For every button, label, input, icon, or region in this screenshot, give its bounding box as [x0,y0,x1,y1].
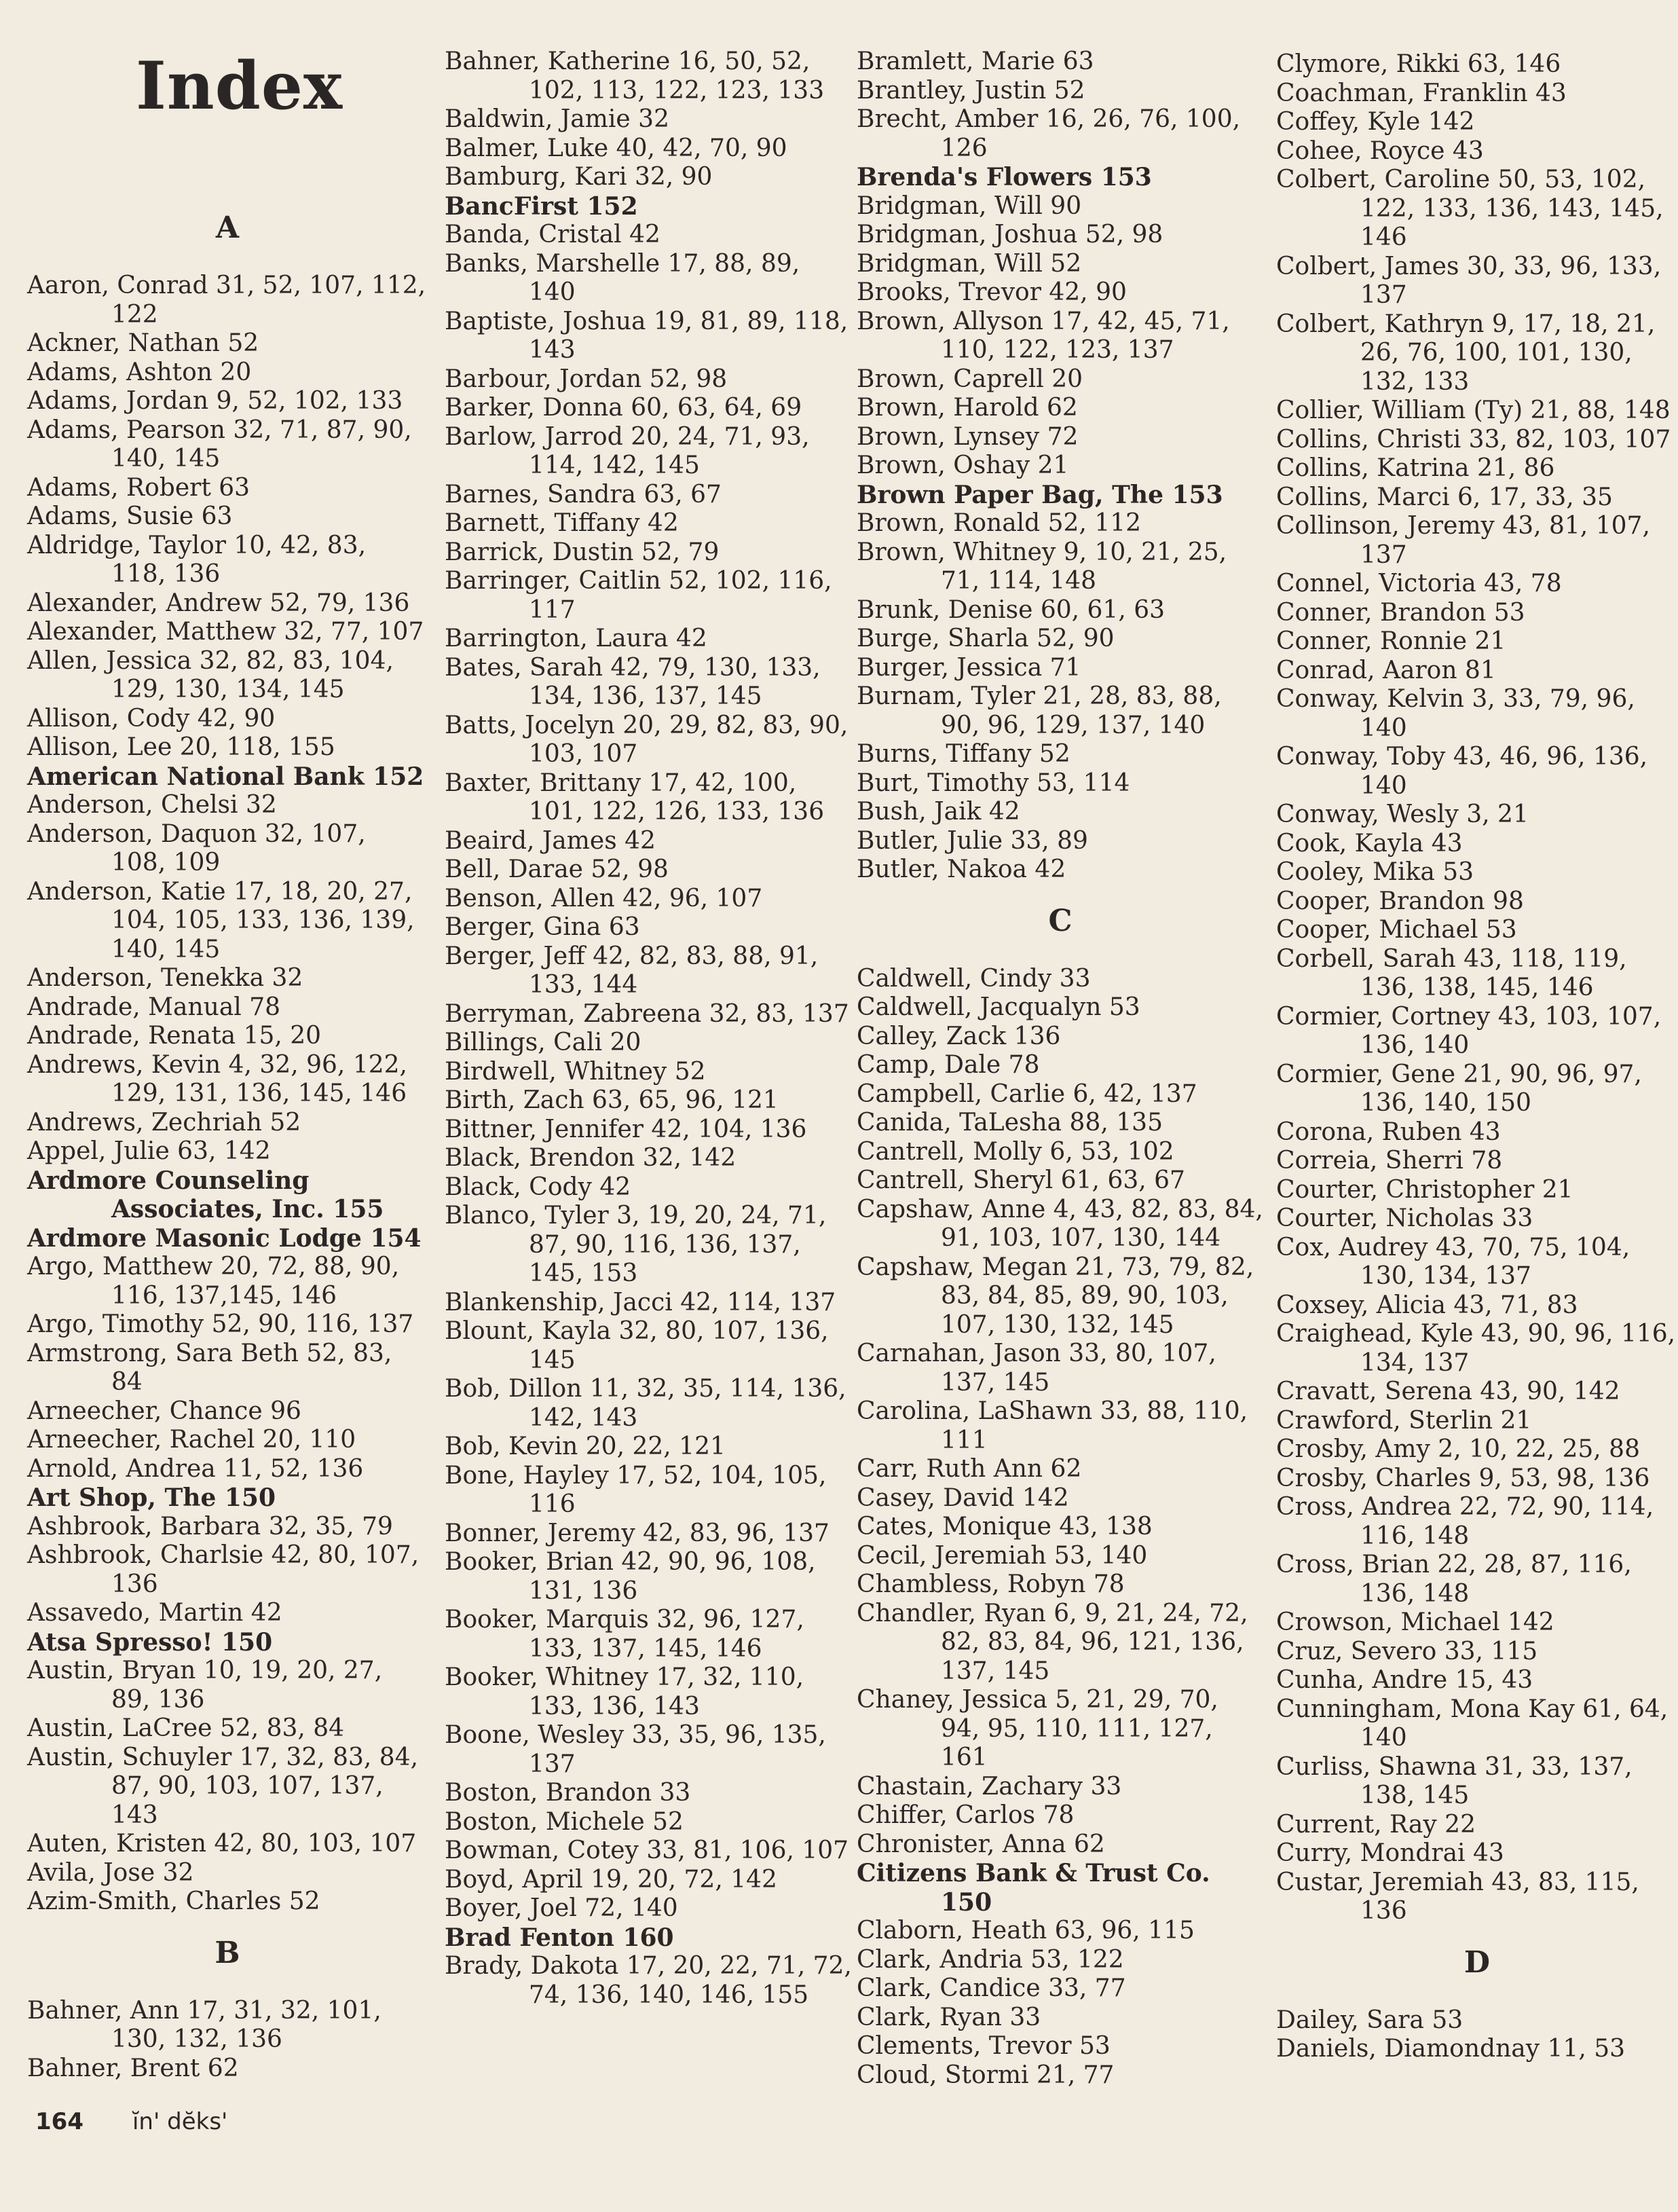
index-entry: Bridgman, Will 90 [857,191,1082,220]
index-entry: Barbour, Jordan 52, 98 [445,365,728,393]
index-entry: Courter, Christopher 21 [1276,1175,1573,1204]
index-entry: Boston, Brandon 33 [445,1779,691,1807]
index-entry: Bonner, Jeremy 42, 83, 96, 137 [445,1519,829,1547]
index-entry: Chaney, Jessica 5, 21, 29, 70, 94, 95, 110, 111, 127, 161 [857,1686,1218,1771]
index-entry: Bob, Dillon 11, 32, 35, 114, 136, 142, 143 [445,1375,846,1432]
index-entry: Colbert, Kathryn 9, 17, 18, 21, 26, 76, 100, 101, 130, 132, 133 [1276,310,1656,396]
index-entry: Chiffer, Carlos 78 [857,1801,1075,1829]
index-entry: Barringer, Caitlin 52, 102, 116, 117 [445,567,832,624]
index-entry: Boyer, Joel 72, 140 [445,1894,678,1922]
index-entry: Allison, Lee 20, 118, 155 [27,733,335,761]
index-entry: Colbert, James 30, 33, 96, 133, 137 [1276,252,1662,309]
index-entry: Cormier, Gene 21, 90, 96, 97, 136, 140, 150 [1276,1060,1642,1117]
index-entry: Brecht, Amber 16, 26, 76, 100, 126 [857,105,1241,162]
index-entry: Andrews, Kevin 4, 32, 96, 122, 129, 131, 136, 145, 146 [27,1050,407,1107]
index-entry: Caldwell, Jacqualyn 53 [857,993,1140,1021]
index-entry: Banda, Cristal 42 [445,221,660,248]
index-entry: Curry, Mondrai 43 [1276,1839,1504,1867]
index-entry: Birth, Zach 63, 65, 96, 121 [445,1086,779,1114]
index-entry: Crosby, Charles 9, 53, 98, 136 [1276,1464,1650,1492]
index-entry: Cravatt, Serena 43, 90, 142 [1276,1378,1620,1405]
index-entry: Brown, Oshay 21 [857,451,1069,479]
index-entry: Clark, Ryan 33 [857,2003,1041,2031]
index-entry: Bridgman, Joshua 52, 98 [857,221,1163,248]
index-entry: Collins, Katrina 21, 86 [1276,454,1555,482]
index-entry: Adams, Jordan 9, 52, 102, 133 [27,387,403,415]
index-entry: Cooper, Brandon 98 [1276,887,1524,915]
index-entry: Birdwell, Whitney 52 [445,1057,706,1086]
index-entry: Black, Cody 42 [445,1173,631,1201]
index-entry: Booker, Whitney 17, 32, 110, 133, 136, 143 [445,1663,804,1720]
page-footer [35,2108,227,2135]
index-entry: Collins, Christi 33, 82, 103, 107 [1276,425,1671,454]
index-entry: Anderson, Daquon 32, 107, 108, 109 [27,819,366,877]
index-entry: Canida, TaLesha 88, 135 [857,1109,1163,1137]
index-entry: Brantley, Justin 52 [857,76,1085,105]
index-entry: Chronister, Anna 62 [857,1830,1105,1858]
index-entry: Burnam, Tyler 21, 28, 83, 88, 90, 96, 129, 137, 140 [857,682,1222,739]
index-entry: Alexander, Matthew 32, 77, 107 [27,618,424,646]
index-entry: Arnold, Andrea 11, 52, 136 [27,1454,364,1483]
index-entry: Butler, Nakoa 42 [857,855,1066,883]
index-entry: Cooper, Michael 53 [1276,916,1517,944]
sponsor-entry: Citizens Bank & Trust Co. 150 [857,1859,1210,1917]
running-footer-text: ĭn' dĕks' [132,2108,228,2135]
index-entry: Dailey, Sara 53 [1276,2006,1463,2034]
index-entry: Connel, Victoria 43, 78 [1276,570,1562,597]
index-entry: Calley, Zack 136 [857,1022,1061,1050]
index-entry: Corbell, Sarah 43, 118, 119, 136, 138, 145, 146 [1276,944,1627,1001]
index-entry: Conway, Toby 43, 46, 96, 136, 140 [1276,743,1648,800]
index-entry: Anderson, Chelsi 32 [27,791,277,819]
index-entry: Blankenship, Jacci 42, 114, 137 [445,1288,836,1316]
sponsor-entry: Brad Fenton 160 [445,1923,674,1952]
index-entry: Cantrell, Molly 6, 53, 102 [857,1137,1174,1166]
index-entry: Custar, Jeremiah 43, 83, 115, 136 [1276,1868,1639,1925]
index-entry: Brown, Whitney 9, 10, 21, 25, 71, 114, 148 [857,538,1227,595]
sponsor-entry: Art Shop, The 150 [27,1483,276,1512]
index-entry: Banks, Marshelle 17, 88, 89, 140 [445,249,800,306]
index-entry: Capshaw, Megan 21, 73, 79, 82, 83, 84, 85, 89, 90, 103, 107, 130, 132, 145 [857,1253,1254,1339]
index-entry: Casey, David 142 [857,1483,1069,1512]
index-entry: Bridgman, Will 52 [857,249,1082,278]
index-entry: Brown, Allyson 17, 42, 45, 71, 110, 122, 123, 137 [857,307,1230,364]
sponsor-entry: American National Bank 152 [27,762,424,791]
index-entry: Cohee, Royce 43 [1276,136,1484,165]
index-entry: Aaron, Conrad 31, 52, 107, 112, 122 [27,272,426,329]
section-letter: D [1463,1944,1491,1980]
index-entry: Campbell, Carlie 6, 42, 137 [857,1080,1197,1108]
index-entry: Beaird, James 42 [445,826,656,855]
index-entry: Boone, Wesley 33, 35, 96, 135, 137 [445,1721,826,1778]
index-entry: Argo, Matthew 20, 72, 88, 90, 116, 137,145, 146 [27,1253,400,1310]
index-entry: Chambless, Robyn 78 [857,1570,1125,1598]
sponsor-entry: Brenda's Flowers 153 [857,163,1152,191]
index-entry: Colbert, Caroline 50, 53, 102, 122, 133, 136, 143, 145, 146 [1276,166,1664,251]
index-entry: Booker, Marquis 32, 96, 127, 133, 137, 145, 146 [445,1606,804,1663]
index-entry: Brown, Ronald 52, 112 [857,509,1142,537]
index-entry: Assavedo, Martin 42 [27,1599,282,1627]
index-entry: Cross, Andrea 22, 72, 90, 114, 116, 148 [1276,1493,1654,1550]
index-entry: Carnahan, Jason 33, 80, 107, 137, 145 [857,1340,1216,1397]
index-entry: Brunk, Denise 60, 61, 63 [857,595,1166,624]
index-entry: Avila, Jose 32 [27,1858,194,1887]
index-entry: Corona, Ruben 43 [1276,1118,1501,1146]
index-entry: Conrad, Aaron 81 [1276,656,1496,684]
index-entry: Brown, Lynsey 72 [857,422,1079,451]
index-entry: Berger, Gina 63 [445,913,640,941]
index-entry: Berryman, Zabreena 32, 83, 137 [445,999,849,1028]
index-entry: Brown, Harold 62 [857,394,1078,422]
index-entry: Allison, Cody 42, 90 [27,704,276,733]
index-entry: Black, Brendon 32, 142 [445,1144,737,1172]
index-entry: Coachman, Franklin 43 [1276,79,1567,107]
index-entry: Conway, Kelvin 3, 33, 79, 96, 140 [1276,685,1635,742]
index-entry: Andrade, Renata 15, 20 [27,1022,322,1050]
index-entry: Boyd, April 19, 20, 72, 142 [445,1865,777,1894]
index-entry: Anderson, Tenekka 32 [27,964,303,992]
index-entry: Bell, Darae 52, 98 [445,855,669,883]
page-number: 164 [35,2108,83,2135]
index-entry: Adams, Pearson 32, 71, 87, 90, 140, 145 [27,416,412,473]
index-entry: Crowson, Michael 142 [1276,1608,1554,1636]
index-entry: Baptiste, Joshua 19, 81, 89, 118, 143 [445,307,849,364]
index-entry: Anderson, Katie 17, 18, 20, 27, 104, 105, 133, 136, 139, 140, 145 [27,877,415,963]
index-entry: Azim-Smith, Charles 52 [27,1887,320,1915]
index-entry: Balmer, Luke 40, 42, 70, 90 [445,134,787,162]
index-entry: Blanco, Tyler 3, 19, 20, 24, 71, 87, 90, 116, 136, 137, 145, 153 [445,1202,827,1287]
index-column-3 [857,48,1264,2090]
index-entry: Collinson, Jeremy 43, 81, 107, 137 [1276,512,1650,569]
index-entry: Crawford, Sterlin 21 [1276,1406,1532,1435]
index-entry: Brooks, Trevor 42, 90 [857,278,1127,306]
index-entry: Cormier, Cortney 43, 103, 107, 136, 140 [1276,1002,1662,1059]
index-entry: Ashbrook, Barbara 32, 35, 79 [27,1512,393,1541]
index-entry: Clark, Andria 53, 122 [857,1945,1124,1974]
index-column-4 [1276,50,1678,2064]
index-entry: Armstrong, Sara Beth 52, 83, 84 [27,1339,392,1396]
index-entry: Burt, Timothy 53, 114 [857,769,1130,797]
index-entry: Barker, Donna 60, 63, 64, 69 [445,394,802,422]
index-entry: Camp, Dale 78 [857,1051,1040,1079]
index-entry: Craighead, Kyle 43, 90, 96, 116, 134, 137 [1276,1320,1676,1377]
index-entry: Blount, Kayla 32, 80, 107, 136, 145 [445,1317,829,1374]
index-entry: Cates, Monique 43, 138 [857,1513,1153,1541]
index-entry: Argo, Timothy 52, 90, 116, 137 [27,1310,414,1338]
index-entry: Conner, Brandon 53 [1276,598,1525,627]
index-entry: Bamburg, Kari 32, 90 [445,163,713,191]
index-entry: Cross, Brian 22, 28, 87, 116, 136, 148 [1276,1551,1632,1608]
index-entry: Bates, Sarah 42, 79, 130, 133, 134, 136, 137, 145 [445,653,821,710]
index-entry: Cantrell, Sheryl 61, 63, 67 [857,1166,1185,1194]
index-entry: Adams, Robert 63 [27,473,250,502]
index-entry: Conner, Ronnie 21 [1276,627,1506,655]
index-entry: Courter, Nicholas 33 [1276,1204,1533,1232]
section-letter: B [215,1935,240,1970]
sponsor-entry: Brown Paper Bag, The 153 [857,480,1223,509]
index-entry: Coffey, Kyle 142 [1276,108,1475,136]
index-entry: Bahner, Ann 17, 31, 32, 101, 130, 132, 136 [27,1996,381,2053]
index-entry: Batts, Jocelyn 20, 29, 82, 83, 90, 103, 107 [445,711,849,768]
index-column-2 [445,48,852,2010]
section-letter: C [1048,903,1073,938]
index-entry: Clymore, Rikki 63, 146 [1276,50,1561,78]
index-entry: Capshaw, Anne 4, 43, 82, 83, 84, 91, 103, 107, 130, 144 [857,1195,1263,1252]
index-entry: Caldwell, Cindy 33 [857,964,1091,993]
index-entry: Barnes, Sandra 63, 67 [445,480,722,509]
index-entry: Bowman, Cotey 33, 81, 106, 107 [445,1837,849,1864]
index-entry: Bahner, Brent 62 [27,2054,239,2082]
index-entry: Adams, Susie 63 [27,502,233,530]
index-entry: Austin, Bryan 10, 19, 20, 27, 89, 136 [27,1657,383,1714]
index-entry: Chandler, Ryan 6, 9, 21, 24, 72, 82, 83, 84, 96, 121, 136, 137, 145 [857,1599,1248,1685]
sponsor-entry: Ardmore Masonic Lodge 154 [27,1223,422,1253]
index-entry: Aldridge, Taylor 10, 42, 83, 118, 136 [27,531,367,588]
index-entry: Boston, Michele 52 [445,1807,684,1836]
index-entry: Arneecher, Rachel 20, 110 [27,1426,356,1454]
index-entry: Bone, Hayley 17, 52, 104, 105, 116 [445,1461,827,1518]
index-column-1 [27,191,428,2083]
index-entry: Ashbrook, Charlsie 42, 80, 107, 136 [27,1541,420,1598]
index-entry: Billings, Cali 20 [445,1029,641,1056]
index-entry: Booker, Brian 42, 90, 96, 108, 131, 136 [445,1548,816,1605]
index-entry: Clark, Candice 33, 77 [857,1974,1126,2002]
index-entry: Arneecher, Chance 96 [27,1397,301,1425]
index-entry: Appel, Julie 63, 142 [27,1137,271,1165]
index-entry: Carr, Ruth Ann 62 [857,1455,1082,1483]
index-entry: Brown, Caprell 20 [857,365,1083,393]
index-entry: Clements, Trevor 53 [857,2032,1111,2060]
index-entry: Burge, Sharla 52, 90 [857,625,1115,652]
sponsor-entry: BancFirst 152 [445,191,638,221]
index-entry: Crosby, Amy 2, 10, 22, 25, 88 [1276,1435,1640,1463]
index-entry: Brady, Dakota 17, 20, 22, 71, 72, 74, 136, 140, 146, 155 [445,1952,852,2009]
sponsor-entry: Atsa Spresso! 150 [27,1627,273,1657]
index-entry: Cunningham, Mona Kay 61, 64, 140 [1276,1695,1668,1752]
index-entry: Claborn, Heath 63, 96, 115 [857,1917,1195,1944]
index-entry: Burns, Tiffany 52 [857,740,1070,768]
index-entry: Baxter, Brittany 17, 42, 100, 101, 122, 126, 133, 136 [445,769,825,826]
index-entry: Benson, Allen 42, 96, 107 [445,884,763,913]
index-entry: Bittner, Jennifer 42, 104, 136 [445,1115,807,1143]
index-entry: Collier, William (Ty) 21, 88, 148 [1276,397,1671,424]
index-entry: Barrick, Dustin 52, 79 [445,538,720,566]
index-entry: Alexander, Andrew 52, 79, 136 [27,589,410,617]
index-entry: Coxsey, Alicia 43, 71, 83 [1276,1291,1578,1319]
index-entry: Cook, Kayla 43 [1276,829,1463,858]
index-entry: Collins, Marci 6, 17, 33, 35 [1276,483,1613,511]
index-entry: Cloud, Stormi 21, 77 [857,2061,1115,2089]
index-entry: Andrade, Manual 78 [27,993,281,1021]
index-entry: Cooley, Mika 53 [1276,858,1474,886]
page-title: Index [136,48,343,124]
index-entry: Adams, Ashton 20 [27,358,252,386]
index-entry: Daniels, Diamondnay 11, 53 [1276,2035,1626,2063]
index-entry: Carolina, LaShawn 33, 88, 110, 111 [857,1397,1248,1454]
index-entry: Bramlett, Marie 63 [857,48,1094,75]
index-entry: Barnett, Tiffany 42 [445,509,679,537]
index-entry: Berger, Jeff 42, 82, 83, 88, 91, 133, 144 [445,942,819,999]
sponsor-entry: Ardmore Counseling Associates, Inc. 155 [27,1166,384,1223]
index-entry: Chastain, Zachary 33 [857,1772,1122,1801]
section-letter: A [215,210,240,245]
index-entry: Austin, LaCree 52, 83, 84 [27,1714,345,1742]
index-entry: Current, Ray 22 [1276,1810,1476,1839]
index-entry: Bush, Jaik 42 [857,798,1020,826]
index-entry: Cruz, Severo 33, 115 [1276,1637,1538,1665]
index-entry: Baldwin, Jamie 32 [445,105,669,133]
index-entry: Burger, Jessica 71 [857,653,1081,682]
index-entry: Andrews, Zechriah 52 [27,1108,301,1137]
index-entry: Conway, Wesly 3, 21 [1276,800,1529,828]
index-entry: Cecil, Jeremiah 53, 140 [857,1541,1148,1570]
index-entry: Allen, Jessica 32, 82, 83, 104, 129, 130, 134, 145 [27,646,394,703]
index-entry: Cox, Audrey 43, 70, 75, 104, 130, 134, 137 [1276,1233,1630,1290]
index-entry: Auten, Kristen 42, 80, 103, 107 [27,1830,417,1858]
index-entry: Austin, Schuyler 17, 32, 83, 84, 87, 90, 103, 107, 137, 143 [27,1743,419,1829]
index-entry: Curliss, Shawna 31, 33, 137, 138, 145 [1276,1752,1633,1809]
index-entry: Barlow, Jarrod 20, 24, 71, 93, 114, 142, 145 [445,422,810,479]
index-entry: Barrington, Laura 42 [445,625,707,652]
index-entry: Cunha, Andre 15, 43 [1276,1666,1533,1694]
index-entry: Ackner, Nathan 52 [27,329,259,357]
index-entry: Bahner, Katherine 16, 50, 52, 102, 113, 122, 123, 133 [445,48,825,105]
index-entry: Butler, Julie 33, 89 [857,826,1088,855]
index-entry: Correia, Sherri 78 [1276,1147,1503,1175]
index-entry: Bob, Kevin 20, 22, 121 [445,1433,726,1460]
